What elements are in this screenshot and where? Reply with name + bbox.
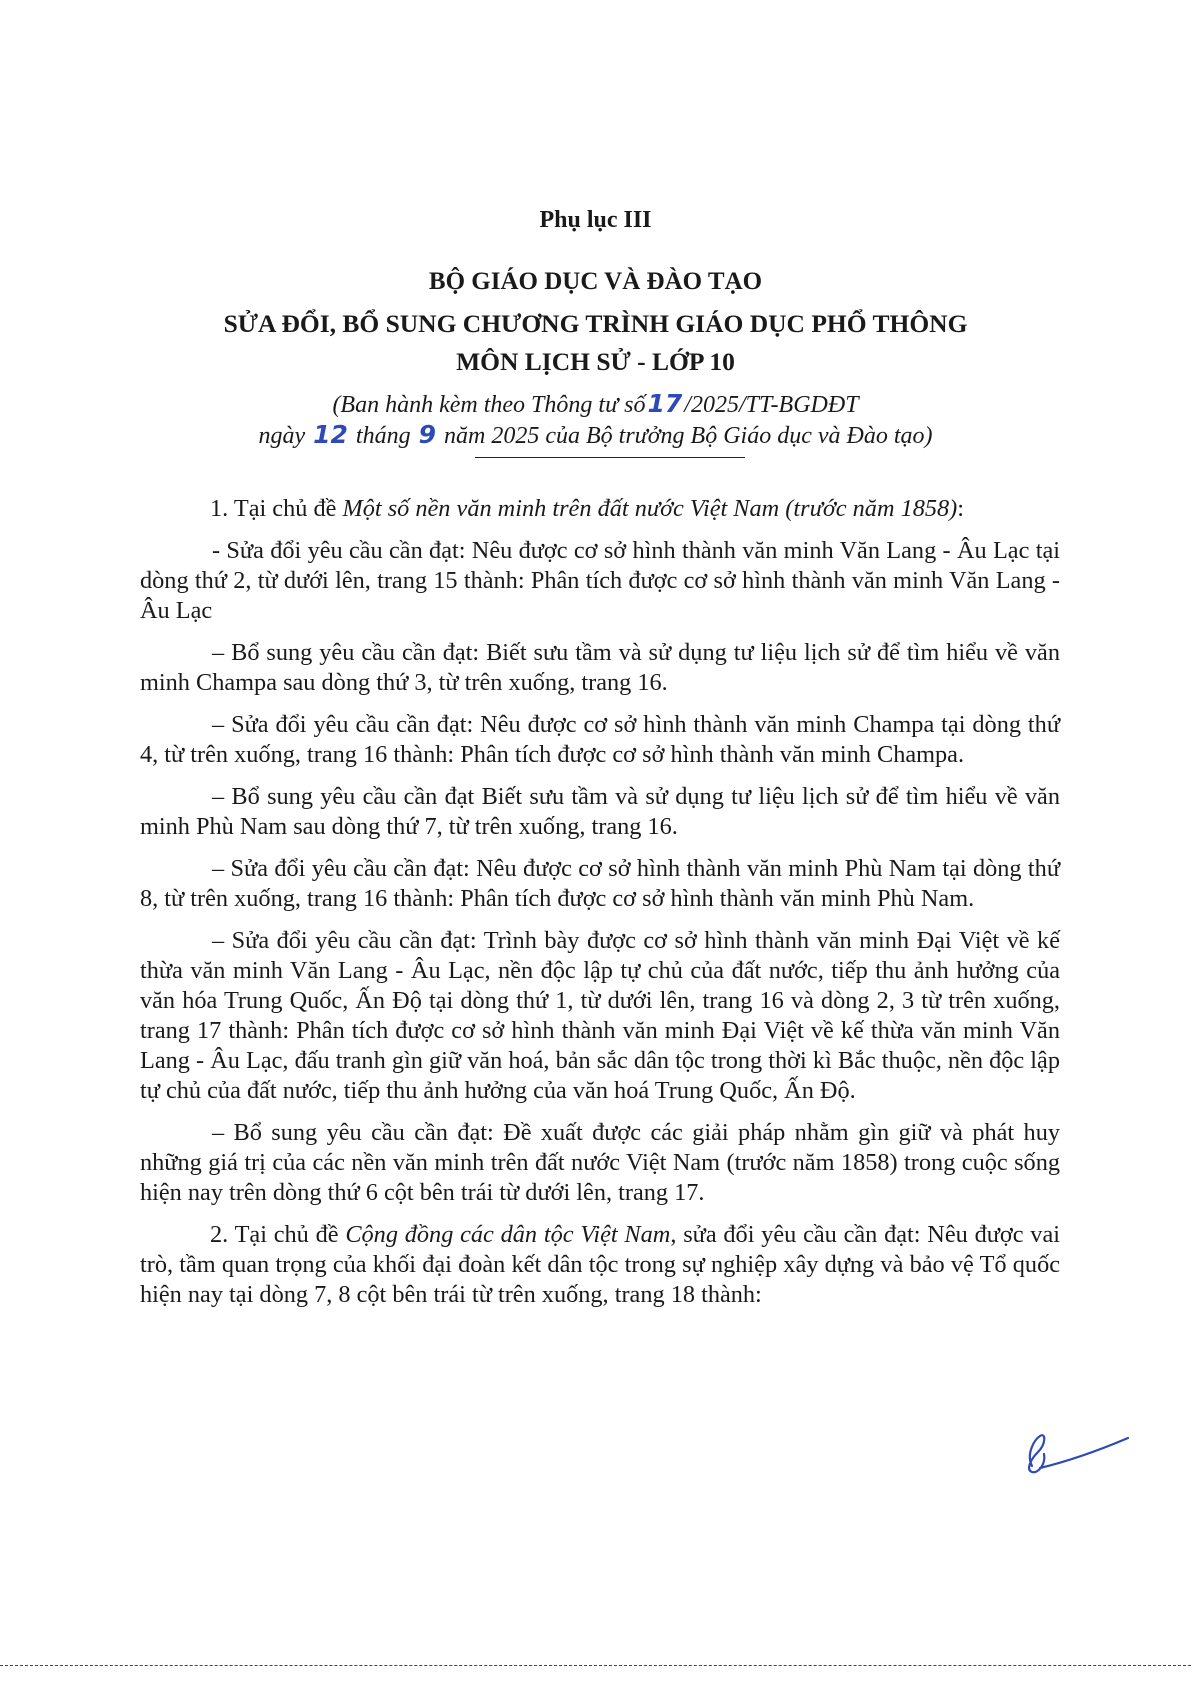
document-title-line2: MÔN LỊCH SỬ - LỚP 10 bbox=[456, 347, 735, 376]
handwritten-initials-icon bbox=[1020, 1424, 1130, 1484]
page-bottom-edge bbox=[0, 1665, 1191, 1666]
header-divider bbox=[475, 457, 745, 458]
section-2-prefix: 2. Tại chủ đề bbox=[210, 1221, 346, 1248]
section-1-heading bbox=[140, 494, 1060, 524]
issuance-line bbox=[0, 389, 1191, 419]
handwritten-circular-number: 17 bbox=[647, 389, 683, 418]
section-2-text: , sửa đổi yêu cầu cần đạt: Nêu được vai trò, tầm quan trọng của khối đại đoàn kết dân tộc trong sự nghiệp xây dựng và bảo vệ Tổ quốc hiện nay tại dòng 7, 8 cột bên trái từ trên xuống, trang 18 thành: bbox=[140, 1221, 1060, 1308]
paragraph-item: – Bổ sung yêu cầu cần đạt: Biết sưu tầm và sử dụng tư liệu lịch sử để tìm hiểu về văn minh Champa sau dòng thứ 3, từ trên xuống, trang 16. bbox=[140, 639, 1060, 696]
document-body bbox=[140, 494, 1060, 1322]
paragraph-item: – Sửa đổi yêu cầu cần đạt: Trình bày được cơ sở hình thành văn minh Đại Việt về kế thừa văn minh Văn Lang - Âu Lạc, nền độc lập tự chủ của đất nước, tiếp thu ảnh hưởng của văn hóa Trung Quốc, Ấn Độ tại dòng thứ 1, từ dưới lên, trang 16 và dòng 2, 3 từ trên xuống, trang 17 thành: Phân tích được cơ sở hình thành văn minh Đại Việt về kế thừa văn minh Văn Lang - Âu Lạc, đấu tranh gìn giữ văn hoá, bản sắc dân tộc trong thời kì Bắc thuộc, nền độc lập tự chủ của đất nước, tiếp thu ảnh hưởng của văn hoá Trung Quốc, Ấn Độ. bbox=[140, 927, 1060, 1104]
handwritten-month: 9 bbox=[418, 420, 436, 449]
section-1-suffix: : bbox=[957, 495, 965, 522]
section-2-topic: Cộng đồng các dân tộc Việt Nam bbox=[345, 1221, 671, 1248]
paragraph-item: - Sửa đổi yêu cầu cần đạt: Nêu được cơ sở hình thành văn minh Văn Lang - Âu Lạc tại dòng thứ 2, từ dưới lên, trang 15 thành: Phân tích được cơ sở hình thành văn minh Văn Lang - Âu Lạc bbox=[140, 537, 1060, 624]
paragraph-item: – Bổ sung yêu cầu cần đạt: Đề xuất được các giải pháp nhằm gìn giữ và phát huy những giá trị của các nền văn minh trên đất nước Việt Nam (trước năm 1858) trong cuộc sống hiện nay trên dòng thứ 6 cột bên trái từ dưới lên, trang 17. bbox=[140, 1119, 1060, 1206]
section-2-paragraph bbox=[140, 1220, 1060, 1310]
paragraph-item: – Sửa đổi yêu cầu cần đạt: Nêu được cơ sở hình thành văn minh Phù Nam tại dòng thứ 8, từ trên xuống, trang 16 thành: Phân tích được cơ sở hình thành văn minh Phù Nam. bbox=[140, 855, 1060, 912]
section-1-prefix: 1. Tại chủ đề bbox=[210, 495, 343, 522]
month-label: tháng bbox=[355, 423, 411, 449]
paragraph-item: – Sửa đổi yêu cầu cần đạt: Nêu được cơ sở hình thành văn minh Champa tại dòng thứ 4, từ trên xuống, trang 16 thành: Phân tích được cơ sở hình thành văn minh Champa. bbox=[140, 711, 1060, 768]
date-suffix: năm 2025 của Bộ trưởng Bộ Giáo dục và Đào tạo) bbox=[444, 423, 933, 449]
ministry-name: BỘ GIÁO DỤC VÀ ĐÀO TẠO bbox=[428, 268, 763, 295]
issuance-circular-suffix: /2025/TT-BGDĐT bbox=[684, 392, 859, 418]
paragraph-item: – Bổ sung yêu cầu cần đạt Biết sưu tầm và sử dụng tư liệu lịch sử để tìm hiểu về văn minh Phù Nam sau dòng thứ 7, từ trên xuống, trang 16. bbox=[140, 783, 1060, 840]
appendix-title: Phụ lục III bbox=[539, 207, 652, 233]
date-prefix: ngày bbox=[258, 423, 306, 449]
issuance-date-line bbox=[0, 420, 1191, 450]
document-title-line1: SỬA ĐỔI, BỔ SUNG CHƯƠNG TRÌNH GIÁO DỤC PHỔ THÔNG bbox=[223, 309, 968, 338]
section-1-topic: Một số nền văn minh trên đất nước Việt Nam (trước năm 1858) bbox=[342, 495, 958, 522]
handwritten-day: 12 bbox=[313, 420, 348, 449]
issuance-prefix: (Ban hành kèm theo Thông tư số bbox=[332, 392, 646, 418]
